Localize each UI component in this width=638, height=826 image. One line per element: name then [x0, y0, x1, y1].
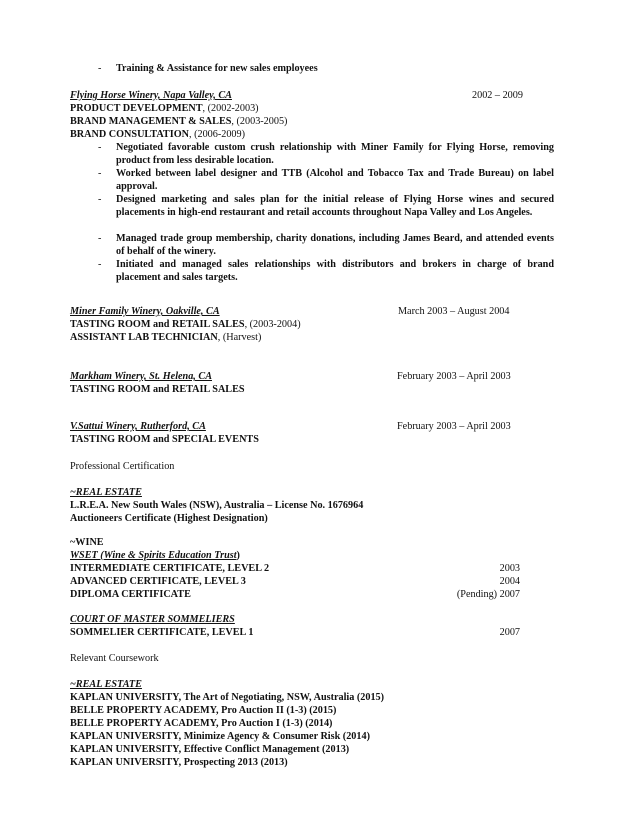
- bullet-text: Initiated and managed sales relationships with distributors and brokers in charge of brand placement and sales targets.: [116, 259, 554, 283]
- dates-miner: March 2003 – August 2004: [398, 306, 510, 317]
- cert-item: DIPLOMA CERTIFICATE: [70, 589, 191, 600]
- bullet-dash: -: [98, 168, 102, 179]
- cert-item: ADVANCED CERTIFICATE, LEVEL 3: [70, 576, 246, 587]
- cert-year: 2003: [499, 563, 520, 574]
- wset-paren: ): [236, 550, 240, 561]
- wset-heading: [70, 549, 525, 562]
- bullet-dash: -: [98, 142, 102, 153]
- cert-item: INTERMEDIATE CERTIFICATE, LEVEL 2: [70, 563, 270, 574]
- section-heading-coursework: Relevant Coursework: [70, 653, 159, 664]
- course-item: KAPLAN UNIVERSITY, Minimize Agency & Consumer Risk (2014): [70, 731, 370, 742]
- bullet-dash: -: [98, 259, 102, 270]
- employer-flying-horse: Flying Horse Winery, Napa Valley, CA: [70, 90, 232, 101]
- section-heading-certification: Professional Certification: [70, 461, 175, 472]
- cert-year: (Pending) 2007: [456, 589, 520, 600]
- role-period: , (2003-2005): [231, 116, 288, 127]
- bullet-dash: -: [98, 233, 102, 244]
- dates-flying-horse: 2002 – 2009: [472, 90, 523, 101]
- role-title: TASTING ROOM and RETAIL SALES: [70, 319, 245, 330]
- subheading-court: COURT OF MASTER SOMMELIERS: [70, 614, 235, 625]
- course-item: KAPLAN UNIVERSITY, Prospecting 2013 (2013): [70, 757, 288, 768]
- subheading-real-estate: ~REAL ESTATE: [70, 487, 142, 498]
- role-line: [70, 318, 525, 331]
- role-title: TASTING ROOM and SPECIAL EVENTS: [70, 434, 259, 445]
- cert-year: 2007: [499, 627, 520, 638]
- cert-item: SOMMELIER CERTIFICATE, LEVEL 1: [70, 627, 254, 638]
- employer-miner: Miner Family Winery, Oakville, CA: [70, 306, 220, 317]
- role-line: [70, 331, 525, 344]
- role-line: [70, 102, 525, 115]
- bullet-dash: -: [98, 63, 102, 74]
- cert-line: Auctioneers Certificate (Highest Designation): [70, 513, 268, 524]
- role-title: BRAND MANAGEMENT & SALES: [70, 116, 232, 127]
- role-period: , (2006-2009): [188, 129, 246, 140]
- role-period: , (Harvest): [217, 332, 262, 343]
- bullet-text: Negotiated favorable custom crush relationship with Miner Family for Flying Horse, removing product from less desirable location.: [116, 142, 554, 166]
- role-line: [70, 115, 525, 128]
- role-title: ASSISTANT LAB TECHNICIAN: [70, 332, 218, 343]
- bullet-dash: -: [98, 194, 102, 205]
- dates-markham: February 2003 – April 2003: [397, 371, 511, 382]
- role-title: PRODUCT DEVELOPMENT: [70, 103, 203, 114]
- role-title: TASTING ROOM and RETAIL SALES: [70, 384, 245, 395]
- bullet-text: Designed marketing and sales plan for the initial release of Flying Horse wines and secured placements in high-end restaurant and retail accounts throughout Napa Valley and Los Angeles.: [116, 194, 554, 218]
- subheading-real-estate: ~REAL ESTATE: [70, 679, 142, 690]
- role-period: , (2003-2004): [244, 319, 301, 330]
- course-item: KAPLAN UNIVERSITY, The Art of Negotiating, NSW, Australia (2015): [70, 692, 385, 703]
- employer-vsattui: V.Sattui Winery, Rutherford, CA: [70, 421, 206, 432]
- employer-markham: Markham Winery, St. Helena, CA: [70, 371, 212, 382]
- wset-name: WSET (Wine & Spirits Education Trust: [70, 550, 237, 561]
- course-item: BELLE PROPERTY ACADEMY, Pro Auction I (1-3) (2014): [70, 718, 333, 729]
- bullet-text: Managed trade group membership, charity donations, including James Beard, and attended events of behalf of the winery.: [116, 233, 554, 257]
- dates-vsattui: February 2003 – April 2003: [397, 421, 511, 432]
- role-title: BRAND CONSULTATION: [70, 129, 189, 140]
- cert-year: 2004: [499, 576, 520, 587]
- course-item: KAPLAN UNIVERSITY, Effective Conflict Management (2013): [70, 744, 350, 755]
- bullet-text: Training & Assistance for new sales employees: [116, 63, 318, 74]
- cert-line: L.R.E.A. New South Wales (NSW), Australia – License No. 1676964: [70, 500, 364, 511]
- subheading-wine: ~WINE: [70, 537, 104, 548]
- course-item: BELLE PROPERTY ACADEMY, Pro Auction II (1-3) (2015): [70, 705, 337, 716]
- role-line: [70, 128, 525, 141]
- role-period: , (2002-2003): [202, 103, 259, 114]
- bullet-text: Worked between label designer and TTB (Alcohol and Tobacco Tax and Trade Bureau) on label approval.: [116, 168, 554, 192]
